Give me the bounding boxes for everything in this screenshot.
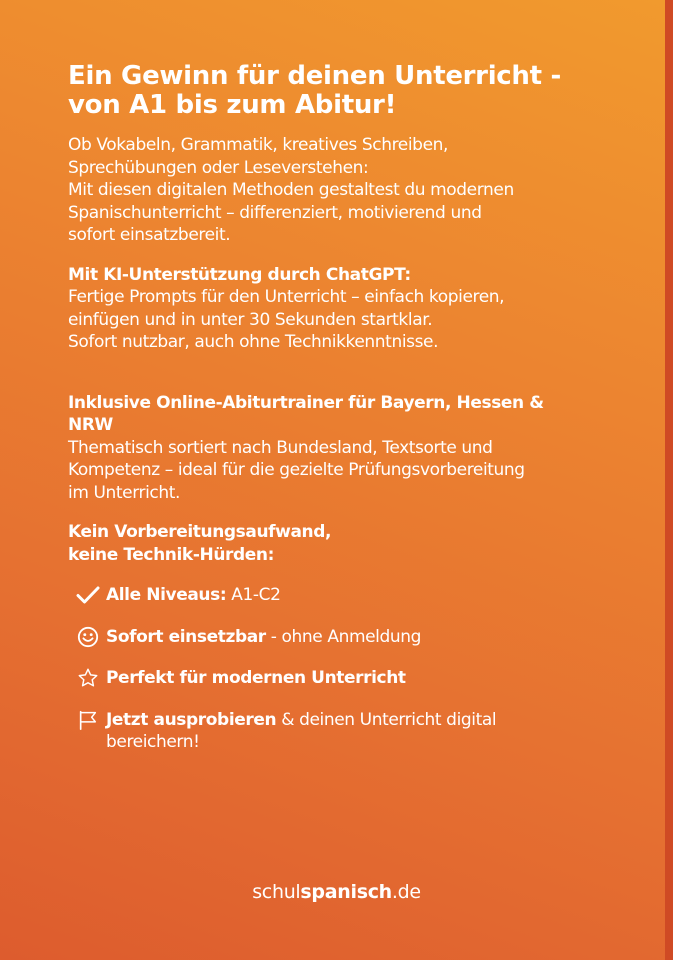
prep-line-2: keine Technik-Hürden: xyxy=(68,544,275,565)
star-icon xyxy=(76,667,106,689)
prep-heading xyxy=(68,521,613,566)
ki-line: einfügen und in unter 30 Sekunden startklar. xyxy=(68,309,433,330)
intro-paragraph xyxy=(68,134,613,247)
intro-line: Sprechübungen oder Leseverstehen: xyxy=(68,157,369,178)
feature-bold: Alle Niveaus: xyxy=(106,585,227,605)
feature-rest: - ohne Anmeldung xyxy=(265,626,422,647)
ki-section xyxy=(68,264,613,354)
page-title xyxy=(68,62,613,120)
feature-item-modern xyxy=(76,667,613,690)
intro-line: Mit diesen digitalen Methoden gestaltest du modernen xyxy=(68,180,514,200)
feature-rest: A1-C2 xyxy=(226,585,281,605)
feature-bold: Sofort einsetzbar xyxy=(106,626,266,647)
check-icon xyxy=(76,584,106,606)
title-line-1: Ein Gewinn für deinen Unterricht - xyxy=(68,61,562,91)
feature-item-ready xyxy=(76,626,613,649)
flyer-content xyxy=(68,62,613,773)
abitur-line: im Unterricht. xyxy=(68,482,181,503)
feature-rest: & deinen Unterricht digital xyxy=(276,709,497,730)
right-edge-stripe xyxy=(665,0,673,960)
ki-heading: Mit KI-Unterstützung durch ChatGPT: xyxy=(68,264,411,285)
abitur-line: Thematisch sortiert nach Bundesland, Textsorte und xyxy=(68,437,493,458)
footer-prefix: schul xyxy=(252,881,301,903)
intro-line: Ob Vokabeln, Grammatik, kreatives Schreiben, xyxy=(68,135,449,155)
footer-bold: spanisch xyxy=(300,881,392,903)
abitur-heading-line-2: NRW xyxy=(68,415,113,435)
intro-line: sofort einsatzbereit. xyxy=(68,225,231,245)
feature-item-try xyxy=(76,709,613,754)
feature-item-levels xyxy=(76,584,613,607)
smiley-icon xyxy=(76,626,106,648)
title-line-2: von A1 bis zum Abitur! xyxy=(68,90,397,120)
feature-rest-line-2: bereichern! xyxy=(106,732,200,752)
abitur-heading-line-1: Inklusive Online-Abiturtrainer für Bayern, Hessen & xyxy=(68,392,544,413)
ki-line: Sofort nutzbar, auch ohne Technikkenntnisse. xyxy=(68,332,439,352)
feature-bold: Jetzt ausprobieren xyxy=(106,709,277,730)
footer-website xyxy=(0,881,673,903)
feature-list xyxy=(76,584,613,754)
footer-suffix: .de xyxy=(391,881,421,903)
feature-bold: Perfekt für modernen Unterricht xyxy=(106,668,406,688)
prep-line-1: Kein Vorbereitungsaufwand, xyxy=(68,522,332,542)
abitur-line: Kompetenz – ideal für die gezielte Prüfungsvorbereitung xyxy=(68,460,525,480)
intro-line: Spanischunterricht – differenziert, motivierend und xyxy=(68,202,482,223)
ki-line: Fertige Prompts für den Unterricht – einfach kopieren, xyxy=(68,287,505,307)
abitur-section xyxy=(68,392,613,505)
flag-icon xyxy=(76,709,106,731)
